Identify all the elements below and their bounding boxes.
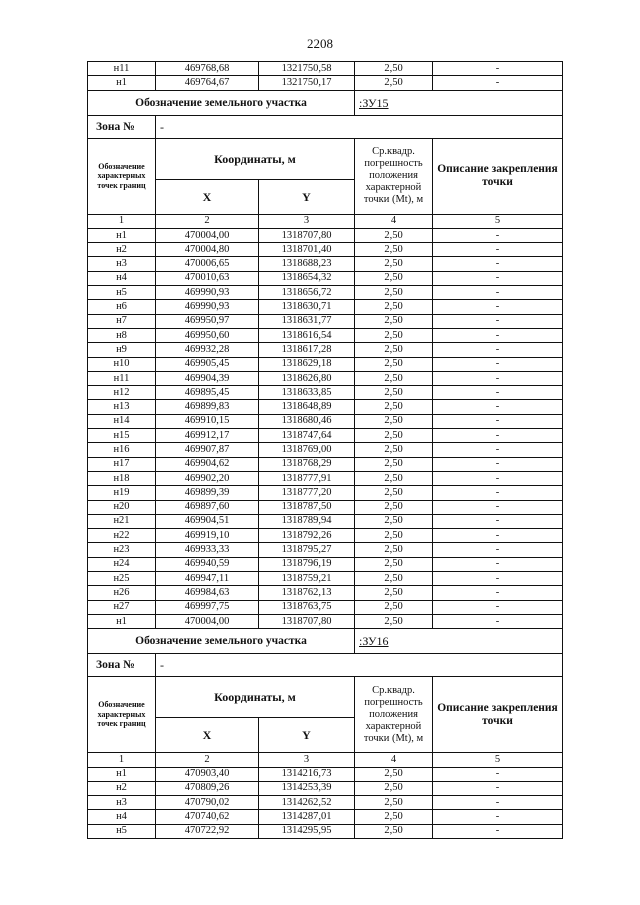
y-coordinate-cell: 1318688,23 [259,257,355,271]
error-cell: 2,50 [355,529,433,543]
point-id-cell: н1 [88,228,156,242]
table-row [88,243,563,257]
land-plot-ref: :ЗУ16 [355,629,563,654]
table-row [88,443,563,457]
description-cell: - [433,343,563,357]
y-coordinate-cell: 1321750,58 [259,62,355,76]
x-coordinate-cell: 469950,97 [156,314,259,328]
table-row [88,457,563,471]
description-cell: - [433,486,563,500]
point-id-cell: н25 [88,572,156,586]
error-cell: 2,50 [355,300,433,314]
y-coordinate-cell: 1318762,13 [259,586,355,600]
y-coordinate-cell: 1318777,20 [259,486,355,500]
y-coordinate-cell: 1318769,00 [259,443,355,457]
table-row [88,271,563,285]
table-row [88,328,563,342]
point-id-cell: н16 [88,443,156,457]
description-cell: - [433,386,563,400]
table-row [88,62,563,76]
y-coordinate-cell: 1318626,80 [259,371,355,385]
land-plot-title: Обозначение земельного участка [88,90,355,115]
page-number: 2208 [307,36,333,51]
error-cell: 2,50 [355,557,433,571]
table-row [88,400,563,414]
table-row [88,767,563,781]
column-number: 5 [433,753,563,767]
table-row [88,572,563,586]
y-coordinate-cell: 1318654,32 [259,271,355,285]
point-id-cell: н11 [88,62,156,76]
y-coordinate-cell: 1318701,40 [259,243,355,257]
table-row [88,471,563,485]
point-id-cell: н13 [88,400,156,414]
description-cell: - [433,457,563,471]
description-cell: - [433,286,563,300]
description-cell: - [433,614,563,628]
point-label-header: Обозначение характерных точек границ [88,677,156,753]
description-cell: - [433,300,563,314]
point-id-cell: н1 [88,767,156,781]
error-cell: 2,50 [355,586,433,600]
x-coordinate-cell: 469904,39 [156,371,259,385]
y-coordinate-cell: 1318777,91 [259,471,355,485]
y-header: Y [259,179,355,214]
y-coordinate-cell: 1314253,39 [259,781,355,795]
description-cell: - [433,62,563,76]
point-id-cell: н11 [88,371,156,385]
point-id-cell: н12 [88,386,156,400]
point-id-cell: н6 [88,300,156,314]
x-header: X [156,718,259,753]
x-coordinate-cell: 469904,62 [156,457,259,471]
x-coordinate-cell: 469768,68 [156,62,259,76]
y-header: Y [259,718,355,753]
zone-value: - [156,115,563,138]
error-cell: 2,50 [355,810,433,824]
description-cell: - [433,514,563,528]
table-row [88,300,563,314]
y-coordinate-cell: 1318787,50 [259,500,355,514]
description-cell: - [433,257,563,271]
description-cell: - [433,529,563,543]
land-plot-ref: :ЗУ15 [355,90,563,115]
table-row [88,286,563,300]
x-coordinate-cell: 469990,93 [156,300,259,314]
x-coordinate-cell: 469905,45 [156,357,259,371]
point-id-cell: н9 [88,343,156,357]
point-id-cell: н8 [88,328,156,342]
table-row [88,614,563,628]
description-header: Описание закрепления точки [433,138,563,214]
y-coordinate-cell: 1318648,89 [259,400,355,414]
point-id-cell: н18 [88,471,156,485]
table-row [88,228,563,242]
description-cell: - [433,271,563,285]
error-cell: 2,50 [355,796,433,810]
table-row [88,257,563,271]
zone-label: Зона № [88,115,156,138]
x-coordinate-cell: 469933,33 [156,543,259,557]
description-cell: - [433,500,563,514]
error-cell: 2,50 [355,243,433,257]
column-number: 1 [88,214,156,228]
table-row [88,343,563,357]
error-cell: 2,50 [355,824,433,838]
error-cell: 2,50 [355,371,433,385]
x-coordinate-cell: 469990,93 [156,286,259,300]
y-coordinate-cell: 1314262,52 [259,796,355,810]
point-label-header: Обозначение характерных точек границ [88,138,156,214]
coordinates-header: Координаты, м [156,677,355,718]
error-cell: 2,50 [355,500,433,514]
error-cell: 2,50 [355,429,433,443]
y-coordinate-cell: 1318633,85 [259,386,355,400]
point-id-cell: н1 [88,614,156,628]
description-cell: - [433,357,563,371]
point-id-cell: н14 [88,414,156,428]
description-cell: - [433,443,563,457]
column-number-row [88,214,563,228]
point-id-cell: н21 [88,514,156,528]
point-id-cell: н2 [88,243,156,257]
x-coordinate-cell: 470903,40 [156,767,259,781]
x-coordinate-cell: 469897,60 [156,500,259,514]
table-row [88,500,563,514]
y-coordinate-cell: 1318630,71 [259,300,355,314]
table-row [88,796,563,810]
table-row [88,314,563,328]
error-cell: 2,50 [355,386,433,400]
error-cell: 2,50 [355,76,433,90]
land-plot-title: Обозначение земельного участка [88,629,355,654]
table-row [88,371,563,385]
table-row [88,781,563,795]
y-coordinate-cell: 1318796,19 [259,557,355,571]
x-coordinate-cell: 469764,67 [156,76,259,90]
y-coordinate-cell: 1318680,46 [259,414,355,428]
table-row [88,529,563,543]
x-coordinate-cell: 469912,17 [156,429,259,443]
description-cell: - [433,824,563,838]
description-cell: - [433,557,563,571]
y-coordinate-cell: 1318795,27 [259,543,355,557]
y-coordinate-cell: 1314287,01 [259,810,355,824]
column-number: 4 [355,214,433,228]
point-id-cell: н2 [88,781,156,795]
description-cell: - [433,810,563,824]
x-header: X [156,179,259,214]
description-cell: - [433,414,563,428]
x-coordinate-cell: 470004,80 [156,243,259,257]
table-row [88,557,563,571]
column-number: 2 [156,753,259,767]
y-coordinate-cell: 1318707,80 [259,228,355,242]
point-id-cell: н23 [88,543,156,557]
table-row [88,414,563,428]
table-row [88,429,563,443]
description-cell: - [433,76,563,90]
error-cell: 2,50 [355,400,433,414]
x-coordinate-cell: 469899,83 [156,400,259,414]
x-coordinate-cell: 469902,20 [156,471,259,485]
error-cell: 2,50 [355,543,433,557]
y-coordinate-cell: 1318747,64 [259,429,355,443]
table-row [88,586,563,600]
point-id-cell: н4 [88,810,156,824]
y-coordinate-cell: 1318656,72 [259,286,355,300]
description-cell: - [433,243,563,257]
error-cell: 2,50 [355,271,433,285]
error-cell: 2,50 [355,471,433,485]
x-coordinate-cell: 470004,00 [156,614,259,628]
x-coordinate-cell: 470790,02 [156,796,259,810]
description-cell: - [433,572,563,586]
y-coordinate-cell: 1318768,29 [259,457,355,471]
y-coordinate-cell: 1318763,75 [259,600,355,614]
x-coordinate-cell: 469932,28 [156,343,259,357]
x-coordinate-cell: 469904,51 [156,514,259,528]
point-id-cell: н20 [88,500,156,514]
description-cell: - [433,371,563,385]
description-cell: - [433,767,563,781]
error-header: Ср.квадр. погрешность положения характерной точки (Mt), м [355,677,433,753]
point-id-cell: н27 [88,600,156,614]
error-cell: 2,50 [355,457,433,471]
y-coordinate-cell: 1318629,18 [259,357,355,371]
error-cell: 2,50 [355,314,433,328]
description-cell: - [433,228,563,242]
error-cell: 2,50 [355,286,433,300]
x-coordinate-cell: 469907,87 [156,443,259,457]
y-coordinate-cell: 1314216,73 [259,767,355,781]
column-number: 1 [88,753,156,767]
description-cell: - [433,328,563,342]
error-cell: 2,50 [355,614,433,628]
point-id-cell: н3 [88,796,156,810]
table-row [88,600,563,614]
description-cell: - [433,543,563,557]
error-cell: 2,50 [355,781,433,795]
x-coordinate-cell: 470722,92 [156,824,259,838]
point-id-cell: н10 [88,357,156,371]
y-coordinate-cell: 1314295,95 [259,824,355,838]
x-coordinate-cell: 469919,10 [156,529,259,543]
x-coordinate-cell: 469899,39 [156,486,259,500]
y-coordinate-cell: 1318631,77 [259,314,355,328]
point-id-cell: н5 [88,286,156,300]
description-cell: - [433,781,563,795]
table-header-row [88,138,563,179]
error-cell: 2,50 [355,257,433,271]
point-id-cell: н1 [88,76,156,90]
description-cell: - [433,400,563,414]
description-cell: - [433,796,563,810]
y-coordinate-cell: 1318617,28 [259,343,355,357]
table-row [88,810,563,824]
column-number-row [88,753,563,767]
error-cell: 2,50 [355,414,433,428]
error-cell: 2,50 [355,443,433,457]
column-number: 2 [156,214,259,228]
land-plot-title-row [88,90,563,115]
description-cell: - [433,586,563,600]
x-coordinate-cell: 470809,26 [156,781,259,795]
table-row [88,486,563,500]
description-cell: - [433,471,563,485]
point-id-cell: н3 [88,257,156,271]
column-number: 3 [259,753,355,767]
error-cell: 2,50 [355,343,433,357]
point-id-cell: н15 [88,429,156,443]
description-header: Описание закрепления точки [433,677,563,753]
point-id-cell: н24 [88,557,156,571]
point-id-cell: н5 [88,824,156,838]
table-row [88,543,563,557]
description-cell: - [433,314,563,328]
error-cell: 2,50 [355,600,433,614]
error-cell: 2,50 [355,228,433,242]
table-row [88,386,563,400]
y-coordinate-cell: 1318759,21 [259,572,355,586]
error-cell: 2,50 [355,572,433,586]
zone-label: Зона № [88,654,156,677]
error-header: Ср.квадр. погрешность положения характерной точки (Mt), м [355,138,433,214]
x-coordinate-cell: 469895,45 [156,386,259,400]
column-number: 3 [259,214,355,228]
coordinates-header: Координаты, м [156,138,355,179]
land-plot-title-row [88,629,563,654]
zone-row [88,654,563,677]
y-coordinate-cell: 1318616,54 [259,328,355,342]
boundary-points-table [87,61,563,839]
point-id-cell: н19 [88,486,156,500]
x-coordinate-cell: 470004,00 [156,228,259,242]
y-coordinate-cell: 1318792,26 [259,529,355,543]
point-id-cell: н26 [88,586,156,600]
zone-row [88,115,563,138]
table-row [88,357,563,371]
x-coordinate-cell: 469984,63 [156,586,259,600]
y-coordinate-cell: 1321750,17 [259,76,355,90]
table-row [88,76,563,90]
x-coordinate-cell: 469947,11 [156,572,259,586]
column-number: 5 [433,214,563,228]
y-coordinate-cell: 1318789,94 [259,514,355,528]
y-coordinate-cell: 1318707,80 [259,614,355,628]
point-id-cell: н7 [88,314,156,328]
error-cell: 2,50 [355,328,433,342]
x-coordinate-cell: 470010,63 [156,271,259,285]
error-cell: 2,50 [355,62,433,76]
x-coordinate-cell: 470740,62 [156,810,259,824]
x-coordinate-cell: 469997,75 [156,600,259,614]
x-coordinate-cell: 470006,65 [156,257,259,271]
error-cell: 2,50 [355,357,433,371]
error-cell: 2,50 [355,514,433,528]
x-coordinate-cell: 469910,15 [156,414,259,428]
zone-value: - [156,654,563,677]
x-coordinate-cell: 469950,60 [156,328,259,342]
table-row [88,514,563,528]
error-cell: 2,50 [355,486,433,500]
point-id-cell: н22 [88,529,156,543]
x-coordinate-cell: 469940,59 [156,557,259,571]
column-number: 4 [355,753,433,767]
table-header-row [88,677,563,718]
point-id-cell: н4 [88,271,156,285]
table-body [88,62,563,839]
table-row [88,824,563,838]
error-cell: 2,50 [355,767,433,781]
description-cell: - [433,600,563,614]
point-id-cell: н17 [88,457,156,471]
description-cell: - [433,429,563,443]
